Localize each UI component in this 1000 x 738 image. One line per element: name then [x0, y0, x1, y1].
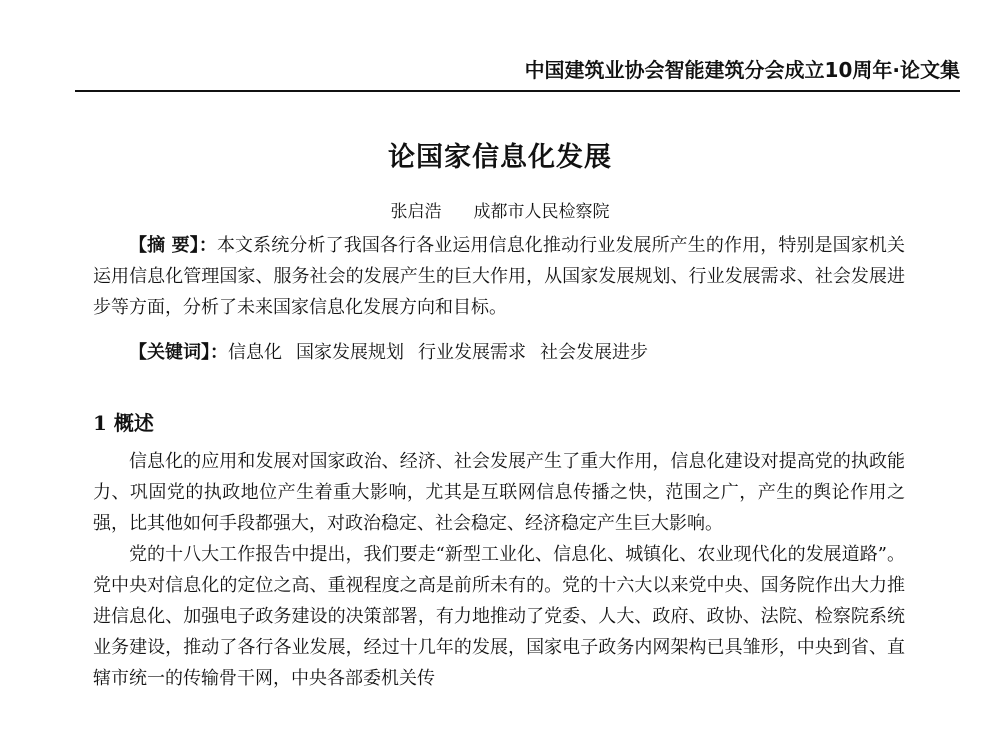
keyword: 信息化: [228, 342, 282, 363]
abstract-text: 本文系统分析了我国各行各业运用信息化推动行业发展所产生的作用，特别是国家机关运用信息化管理国家、服务社会的发展产生的巨大作用，从国家发展规划、行业发展需求、社会发展进步等方面，分析了未来国家信息化发展方向和目标。: [93, 235, 905, 318]
author-affiliation: 成都市人民检察院: [473, 202, 610, 222]
keyword: 社会发展进步: [540, 342, 648, 363]
body-paragraph: 党的十八大工作报告中提出，我们要走“新型工业化、信息化、城镇化、农业现代化的发展道路”。党中央对信息化的定位之高、重视程度之高是前所未有的。党的十六大以来党中央、国务院作出大力推进信息化、加强电子政务建设的决策部署，有力地推动了党委、人大、政府、政协、法院、检察院系统业务建设，推动了各行各业发展，经过十几年的发展，国家电子政务内网架构已具雏形，中央到省、直辖市统一的传输骨干网，中央各部委机关传: [93, 544, 905, 689]
keyword: 行业发展需求: [418, 342, 526, 363]
keywords: [93, 337, 905, 368]
abstract-label: 【摘 要】：: [129, 235, 217, 256]
keywords-label: 【关键词】：: [129, 342, 228, 363]
abstract: [93, 230, 905, 323]
author-line: [0, 200, 1000, 224]
section-heading: 1 概述: [93, 411, 154, 435]
author-name: 张启浩: [390, 202, 442, 222]
header-rule: [75, 90, 960, 92]
running-header: 中国建筑业协会智能建筑分会成立10周年·论文集: [524, 58, 960, 82]
paper-title: 论国家信息化发展: [388, 142, 612, 173]
body-paragraph: 信息化的应用和发展对国家政治、经济、社会发展产生了重大作用，信息化建设对提高党的执政能力、巩固党的执政地位产生着重大影响，尤其是互联网信息传播之快，范围之广，产生的舆论作用之强，比其他如何手段都强大，对政治稳定、社会稳定、经济稳定产生巨大影响。: [93, 451, 905, 534]
section-body: [93, 446, 905, 694]
keyword: 国家发展规划: [296, 342, 404, 363]
